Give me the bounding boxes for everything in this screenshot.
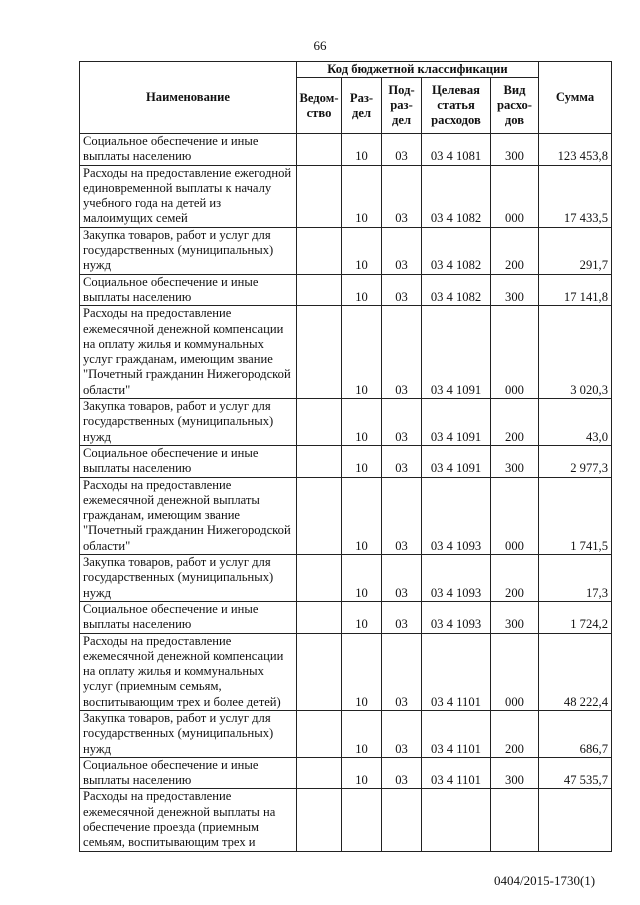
cell-expense-type [491,789,539,851]
cell-name: Расходы на предоставление ежемесячной денежной выплаты гражданам, имеющим звание "Почетный гражданин Нижегородской области" [80,477,297,554]
cell-target-article: 03 4 1093 [422,601,491,633]
cell-section: 10 [342,306,382,399]
cell-ministry [297,445,342,477]
cell-expense-type: 300 [491,601,539,633]
table-row [80,633,612,710]
cell-expense-type: 000 [491,477,539,554]
cell-name: Социальное обеспечение и иные выплаты населению [80,274,297,306]
cell-ministry [297,757,342,789]
cell-ministry [297,134,342,166]
cell-expense-type: 000 [491,306,539,399]
cell-name: Расходы на предоставление ежегодной единовременной выплаты к началу учебного года на детей из малоимущих семей [80,165,297,227]
cell-subsection: 03 [382,757,422,789]
cell-name: Социальное обеспечение и иные выплаты населению [80,601,297,633]
cell-target-article: 03 4 1101 [422,710,491,757]
cell-section [342,789,382,851]
cell-name: Социальное обеспечение и иные выплаты населению [80,757,297,789]
cell-section: 10 [342,399,382,446]
cell-expense-type: 300 [491,445,539,477]
header-section: Раз-дел [342,78,382,134]
cell-sum: 686,7 [539,710,612,757]
cell-ministry [297,789,342,851]
header-name: Наименование [80,62,297,134]
cell-target-article: 03 4 1082 [422,227,491,274]
cell-ministry [297,306,342,399]
cell-subsection: 03 [382,601,422,633]
cell-sum: 47 535,7 [539,757,612,789]
cell-target-article: 03 4 1093 [422,477,491,554]
cell-sum: 43,0 [539,399,612,446]
cell-sum: 48 222,4 [539,633,612,710]
cell-sum: 17,3 [539,555,612,602]
cell-target-article: 03 4 1082 [422,165,491,227]
document-code: 0404/2015-1730(1) [494,873,596,888]
budget-table [79,61,612,852]
cell-sum: 17 141,8 [539,274,612,306]
cell-section: 10 [342,274,382,306]
cell-target-article: 03 4 1082 [422,274,491,306]
cell-target-article: 03 4 1101 [422,757,491,789]
cell-expense-type: 200 [491,710,539,757]
cell-subsection: 03 [382,555,422,602]
table-row [80,555,612,602]
table-row [80,227,612,274]
cell-subsection: 03 [382,477,422,554]
cell-sum [539,789,612,851]
cell-subsection: 03 [382,306,422,399]
header-classification-group: Код бюджетной классификации [297,62,539,78]
header-target-article: Целевая статья расходов [422,78,491,134]
cell-section: 10 [342,134,382,166]
cell-section: 10 [342,165,382,227]
cell-subsection: 03 [382,399,422,446]
cell-target-article: 03 4 1091 [422,445,491,477]
cell-target-article: 03 4 1091 [422,399,491,446]
cell-name: Социальное обеспечение и иные выплаты населению [80,445,297,477]
cell-name: Закупка товаров, работ и услуг для государственных (муниципальных) нужд [80,555,297,602]
cell-name: Расходы на предоставление ежемесячной денежной выплаты на обеспечение проезда (приемным семьям, воспитывающим трех и [80,789,297,851]
cell-target-article: 03 4 1093 [422,555,491,602]
cell-target-article: 03 4 1081 [422,134,491,166]
cell-section: 10 [342,710,382,757]
cell-ministry [297,227,342,274]
cell-section: 10 [342,227,382,274]
cell-subsection: 03 [382,633,422,710]
cell-expense-type: 200 [491,227,539,274]
table-row [80,601,612,633]
cell-ministry [297,710,342,757]
cell-expense-type: 300 [491,274,539,306]
table-row [80,710,612,757]
cell-expense-type: 000 [491,633,539,710]
cell-ministry [297,633,342,710]
cell-name: Расходы на предоставление ежемесячной денежной компенсации на оплату жилья и коммунальных услуг гражданам, имеющим звание "Почетный гражданин Нижегородской области" [80,306,297,399]
cell-subsection: 03 [382,445,422,477]
cell-target-article: 03 4 1091 [422,306,491,399]
cell-target-article [422,789,491,851]
table-row [80,306,612,399]
table-row [80,165,612,227]
cell-name: Социальное обеспечение и иные выплаты населению [80,134,297,166]
cell-subsection: 03 [382,134,422,166]
cell-expense-type: 200 [491,399,539,446]
cell-section: 10 [342,633,382,710]
header-row-top [80,62,612,78]
cell-sum: 3 020,3 [539,306,612,399]
cell-expense-type: 300 [491,757,539,789]
cell-section: 10 [342,477,382,554]
table-row [80,399,612,446]
cell-section: 10 [342,445,382,477]
cell-sum: 1 724,2 [539,601,612,633]
table-row [80,274,612,306]
cell-expense-type: 300 [491,134,539,166]
table-row [80,445,612,477]
cell-subsection [382,789,422,851]
table-row [80,757,612,789]
cell-name: Закупка товаров, работ и услуг для государственных (муниципальных) нужд [80,227,297,274]
cell-name: Расходы на предоставление ежемесячной денежной компенсации на оплату жилья и коммунальных услуг (приемным семьям, воспитывающим трех и более детей) [80,633,297,710]
cell-sum: 1 741,5 [539,477,612,554]
cell-subsection: 03 [382,710,422,757]
header-expense-type: Вид расхо-дов [491,78,539,134]
header-subsection: Под-раз-дел [382,78,422,134]
cell-sum: 291,7 [539,227,612,274]
cell-ministry [297,274,342,306]
table-row [80,477,612,554]
table-row [80,134,612,166]
cell-sum: 2 977,3 [539,445,612,477]
page-number: 66 [313,38,327,53]
cell-subsection: 03 [382,274,422,306]
table-row [80,789,612,851]
cell-ministry [297,477,342,554]
cell-section: 10 [342,555,382,602]
cell-ministry [297,165,342,227]
cell-name: Закупка товаров, работ и услуг для государственных (муниципальных) нужд [80,399,297,446]
header-sum: Сумма [539,62,612,134]
cell-expense-type: 200 [491,555,539,602]
cell-subsection: 03 [382,227,422,274]
cell-subsection: 03 [382,165,422,227]
header-ministry: Ведом-ство [297,78,342,134]
cell-sum: 17 433,5 [539,165,612,227]
cell-ministry [297,399,342,446]
cell-section: 10 [342,601,382,633]
cell-expense-type: 000 [491,165,539,227]
cell-ministry [297,555,342,602]
cell-name: Закупка товаров, работ и услуг для государственных (муниципальных) нужд [80,710,297,757]
cell-section: 10 [342,757,382,789]
cell-target-article: 03 4 1101 [422,633,491,710]
cell-ministry [297,601,342,633]
cell-sum: 123 453,8 [539,134,612,166]
